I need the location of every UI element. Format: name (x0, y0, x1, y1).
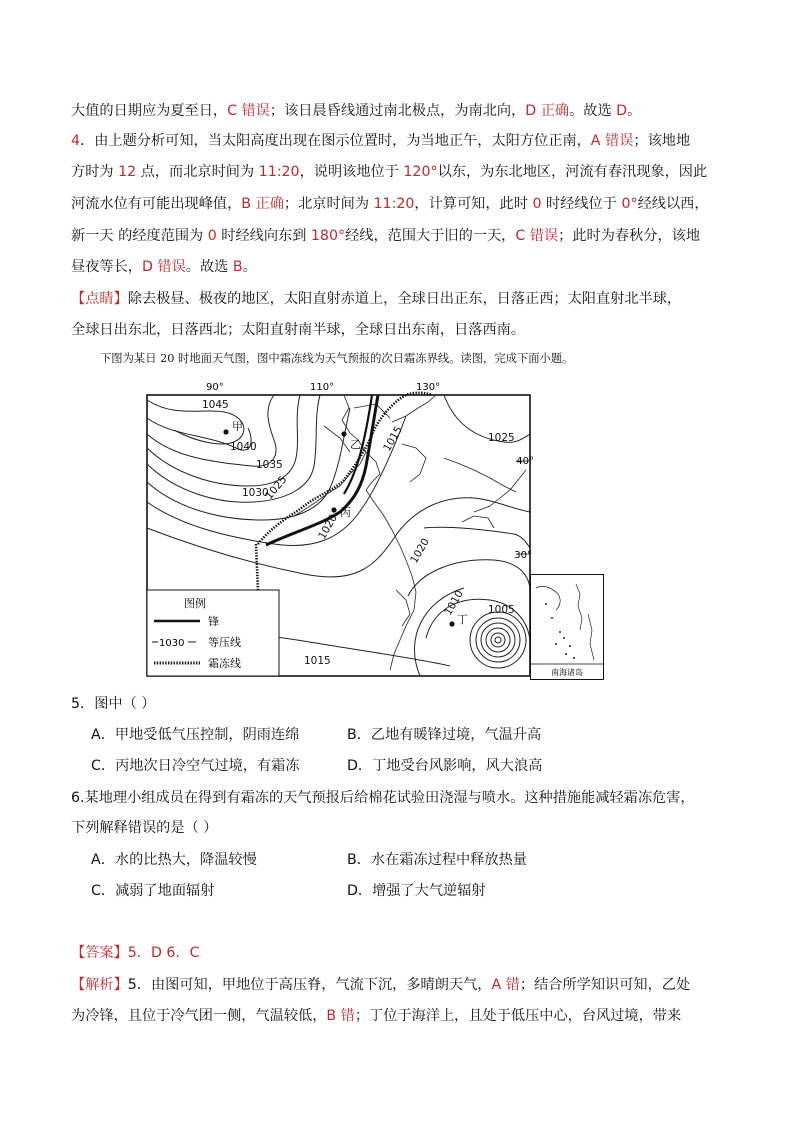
highlight-text: A 错误 (590, 133, 634, 149)
isobar-label: 1035 (256, 459, 283, 471)
analysis-line (71, 975, 690, 995)
body-text: 方时为 (71, 164, 119, 180)
isobar-label: 1010 (442, 588, 466, 618)
body-text: ；丁位于海洋上，且处于低压中心，台风过境，带来 (354, 1008, 682, 1024)
body-text: 。 (242, 259, 257, 275)
highlight-text: 4 (71, 133, 81, 149)
highlight-text: C 错误 (227, 103, 270, 119)
body-text: ；结合所学知识可知，乙处 (519, 977, 691, 993)
highlight-text: 11:20 (258, 164, 300, 180)
legend-isobar: 等压线 (208, 636, 241, 649)
place-dot (223, 429, 228, 434)
q5-option-d: D．丁地受台风影响，风大浪高 (347, 758, 543, 774)
highlight-text: 0 (532, 196, 542, 212)
legend-isobar-value: 1030 (159, 638, 185, 649)
isobar-label: 1025 (263, 473, 290, 502)
text-line (71, 257, 257, 277)
isobar-label: 1015 (304, 655, 331, 667)
place-dot (331, 507, 336, 512)
highlight-text: D 错误 (141, 259, 186, 275)
body-text: 以东，为东北地区，河流有春汛现象，因此 (437, 164, 708, 180)
body-text: ；该地地 (633, 133, 691, 149)
q5-option-a: A．甲地受低气压控制，阴雨连绵 (91, 727, 300, 743)
isobar-label: 1005 (488, 604, 515, 616)
isobar-label: 1020 (408, 536, 432, 566)
legend-frost: 霜冻线 (208, 657, 241, 670)
body-text: ，说明该地位于 (299, 164, 404, 180)
highlight-text: 0° (621, 196, 638, 212)
answer-text: 5．D 6．C (127, 945, 200, 961)
body-text: ；该日晨昏线通过南北极点，为南北向， (269, 103, 526, 119)
body-text: ．由上题分析可知，当太阳高度出现在图示位置时，为当地正午，太阳方位正南， (80, 133, 591, 149)
place-dot (341, 431, 346, 436)
highlight-text: 180° (310, 228, 346, 244)
highlight-text: C 错误 (515, 228, 559, 244)
place-label: 丁 (457, 613, 468, 626)
body-text: 全球日出东北，日落西北；太阳直射南半球，全球日出东南，日落西南。 (71, 322, 526, 338)
highlight-text: A 错 (491, 977, 520, 993)
text-line (71, 101, 641, 121)
highlight-text: D 正确 (525, 103, 570, 119)
legend-title: 图例 (184, 597, 206, 610)
analysis-line (71, 1006, 681, 1026)
highlight-text: B 错 (326, 1008, 355, 1024)
place-label: 丙 (340, 506, 351, 519)
q6-stem: 下列解释错误的是（ ） (71, 820, 218, 836)
highlight-text: 【点睛】 (71, 291, 128, 307)
body-text: 点，而北京时间为 (136, 164, 259, 180)
legend-front: 锋 (208, 615, 219, 628)
highlight-text: 11:20 (373, 196, 415, 212)
q6-stem: 6.某地理小组成员在得到有霜冻的天气预报后给棉花试验田浇湿与喷水。这种措施能减轻霜冻危害， (71, 790, 695, 806)
tip-line (71, 289, 681, 309)
highlight-text: B (232, 259, 243, 275)
highlight-text: 【解析】 (71, 977, 128, 993)
text-line (71, 226, 700, 246)
highlight-text: 12 (118, 164, 137, 180)
body-text: 新一天 的经度范围为 (71, 228, 208, 244)
south-china-sea-inset (530, 574, 604, 680)
isobar-label: 1040 (230, 441, 257, 453)
q6-option-c: C．减弱了地面辐射 (91, 883, 215, 899)
body-text: 昼夜等长， (71, 259, 142, 275)
isobar-label: 1020 (316, 512, 340, 542)
map-legend (147, 590, 279, 676)
inset-label: 南海诸岛 (551, 668, 583, 677)
q6-option-b: B．水在霜冻过程中释放热量 (347, 852, 527, 868)
weather-map (144, 378, 534, 678)
highlight-text: B 正确 (241, 196, 284, 212)
highlight-text: 0 (207, 228, 217, 244)
figure-caption: 下图为某日 20 时地面天气图，图中霜冻线为天气预报的次日霜冻界线。读图，完成下面小题。 (100, 352, 574, 365)
highlight-text: D (616, 103, 628, 119)
isobar-label: 1025 (488, 432, 515, 444)
body-text: ；北京时间为 (283, 196, 374, 212)
body-text: 经线，范围大于旧的一天， (345, 228, 516, 244)
isobar-label: 1015 (381, 424, 405, 454)
lat-label: 30° (514, 550, 532, 561)
body-text: 除去极昼、极夜的地区，太阳直射赤道上，全球日出正东，日落正西；太阳直射北半球， (127, 291, 682, 307)
q5-option-c: C．丙地次日冷空气过境，有霜冻 (91, 758, 300, 774)
body-text: ，计算可知，此时 (414, 196, 533, 212)
place-label: 乙 (350, 438, 361, 451)
lat-label: 40° (516, 456, 534, 467)
body-text: 时经线向东到 (216, 228, 311, 244)
answer-label: 【答案】 (71, 945, 128, 961)
isobar-label: 1045 (202, 399, 229, 411)
text-line (71, 131, 690, 151)
q5-option-b: B．乙地有暖锋过境，气温升高 (347, 727, 542, 743)
highlight-text: 120° (403, 164, 438, 180)
body-text: 5．由图可知，甲地位于高压脊，气流下沉，多晴朗天气， (127, 977, 492, 993)
body-text: 大值的日期应为夏至日， (71, 103, 228, 119)
body-text: 为冷锋，且位于冷气团一侧，气温较低， (71, 1008, 327, 1024)
lon-label: 130° (416, 382, 441, 393)
place-dot (449, 621, 454, 626)
q6-option-a: A．水的比热大，降温较慢 (91, 852, 257, 868)
body-text: 经线以西， (637, 196, 709, 212)
answer-line (71, 943, 200, 963)
body-text: 。故选 (185, 259, 233, 275)
lon-label: 90° (206, 382, 224, 393)
isobar-label: 1030 (242, 487, 269, 499)
q5-stem: 5．图中（ ） (71, 696, 156, 712)
text-line (71, 162, 707, 182)
body-text: ；此时为春秋分，该地 (558, 228, 701, 244)
body-text: 。故选 (569, 103, 617, 119)
tip-line (71, 320, 525, 340)
body-text: 。 (627, 103, 642, 119)
place-label: 甲 (232, 420, 243, 433)
body-text: 河流水位有可能出现峰值， (71, 196, 242, 212)
body-text: 时经线位于 (541, 196, 622, 212)
text-line (71, 194, 709, 214)
q6-option-d: D．增强了大气逆辐射 (347, 883, 486, 899)
lon-label: 110° (310, 382, 335, 393)
